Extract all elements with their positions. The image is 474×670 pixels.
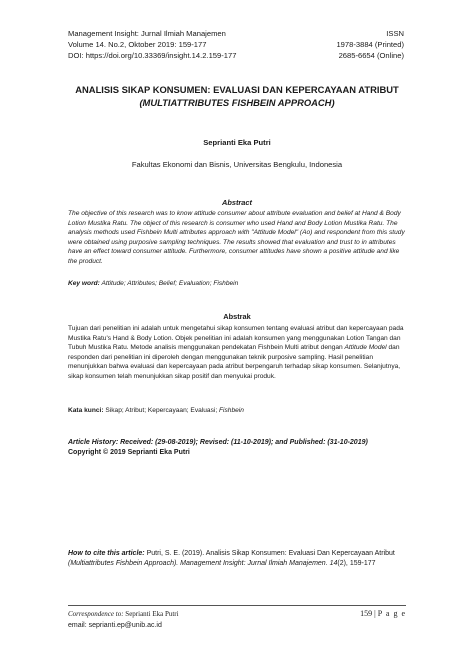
correspondence-label: Correspondence to: bbox=[68, 610, 124, 618]
issn-block bbox=[336, 28, 404, 61]
cite-emphasis: (Multiattributes Fishbein Approach). Management Insight: Jurnal Ilmiah Manajemen. 14 bbox=[68, 560, 338, 568]
paper-title bbox=[60, 84, 414, 109]
issn-label: ISSN bbox=[386, 29, 404, 38]
how-to-cite bbox=[68, 549, 406, 570]
author-affiliation: Fakultas Ekonomi dan Bisnis, Universitas Bengkulu, Indonesia bbox=[131, 160, 343, 169]
history-dates: Article History: Received: (29-08-2019); Revised: (11-10-2019); and Published: (31-10-2019) bbox=[68, 439, 368, 446]
title-subtitle: (MULTIATTRIBUTES FISHBEIN APPROACH) bbox=[139, 96, 335, 108]
cite-text-2: (2), 159-177 bbox=[337, 560, 376, 568]
journal-header bbox=[68, 28, 236, 61]
author-name: Seprianti Eka Putri bbox=[203, 138, 271, 147]
keywords-en-label: Key word: bbox=[68, 280, 100, 287]
keywords-en bbox=[68, 279, 406, 289]
keywords-id-label: Kata kunci: bbox=[68, 407, 104, 414]
abstract-id-body bbox=[68, 324, 406, 382]
abstract-en-heading: Abstract bbox=[222, 198, 252, 207]
correspondence-name: Seprianti Eka Putri bbox=[123, 610, 179, 618]
abstract-en-body: The objective of this research was to know attitude consumer about attribute evaluation and belief at Hand & Body Lotion Mustika Ratu. The object of this research is consumer who used Hand and Body Lotion Mustika Ratu. The analysis methods used Fishbein Multi attributes approach with "Attitude Model" (Ao) and respondent from this study were obtained using purposive sampling techniques. The results showed that evaluation and trust to in attributes have an effect toward consumer attitude. Furthermore, consumer attitudes have shown a positive attitude and like the product. bbox=[68, 210, 405, 265]
abstract-id-text-2: dan responden dari penelitian ini diperoleh dengan menggunakan teknik purposive sampling. Hasil penelitian menunjukkan bahwa evaluasi dan kepercayaan pada atribut berpengaruh terhadap sikap konsumen. Selanjutnya, sikap konsumen telah menunjukkan sikap positif dan menyukai produk. bbox=[68, 344, 401, 380]
page-number-value: 159 bbox=[360, 609, 373, 618]
correspondence-email[interactable]: email: seprianti.ep@unib.ac.id bbox=[68, 621, 162, 629]
doi-link[interactable]: DOI: https://doi.org/10.33369/insight.14.2.159-177 bbox=[68, 51, 237, 60]
page-separator: | bbox=[372, 609, 378, 618]
journal-volume: Volume 14. No.2, Oktober 2019: 159-177 bbox=[68, 40, 207, 49]
issn-online: 2685-6654 (Online) bbox=[338, 51, 404, 60]
keywords-id-emphasis: Fishbein bbox=[219, 407, 244, 414]
page-number bbox=[360, 609, 406, 618]
abstract-id-text-1: Tujuan dari penelitian ini adalah untuk mengetahui sikap konsumen tentang evaluasi atribut dan kepercayaan pada Mustika Ratu's Hand & Body Lotion. Objek penelitian ini adalah konsumen yang menggunakan Lotion Tangan dan Tubuh Mustika Ratu. Metode analisis menggunakan pendekatan Fishbein Multi atribut dengan bbox=[68, 325, 404, 352]
footer-divider bbox=[68, 605, 406, 606]
abstract-id-emphasis: Attitude Model bbox=[344, 344, 387, 352]
page-word: P a g e bbox=[377, 609, 406, 618]
article-history bbox=[68, 438, 406, 458]
abstract-id-heading: Abstrak bbox=[223, 312, 251, 321]
cite-text-1: Putri, S. E. (2019). Analisis Sikap Konsumen: Evaluasi Dan Kepercayaan Atribut bbox=[144, 550, 395, 557]
keywords-id-text: Sikap; Atribut; Kepercayaan; Evaluasi; bbox=[105, 407, 220, 414]
keywords-id bbox=[68, 406, 406, 416]
cite-label: How to cite this article: bbox=[68, 550, 145, 557]
journal-name: Management Insight: Jurnal Ilmiah Manajemen bbox=[68, 29, 226, 38]
copyright-line: Copyright © 2019 Seprianti Eka Putri bbox=[68, 449, 190, 456]
correspondence bbox=[68, 609, 179, 631]
title-main: ANALISIS SIKAP KONSUMEN: EVALUASI DAN KEPERCAYAAN ATRIBUT bbox=[75, 84, 399, 95]
keywords-en-text: Attitude; Attributes; Belief; Evaluation; Fishbein bbox=[101, 280, 239, 287]
issn-printed: 1978-3884 (Printed) bbox=[336, 40, 404, 49]
